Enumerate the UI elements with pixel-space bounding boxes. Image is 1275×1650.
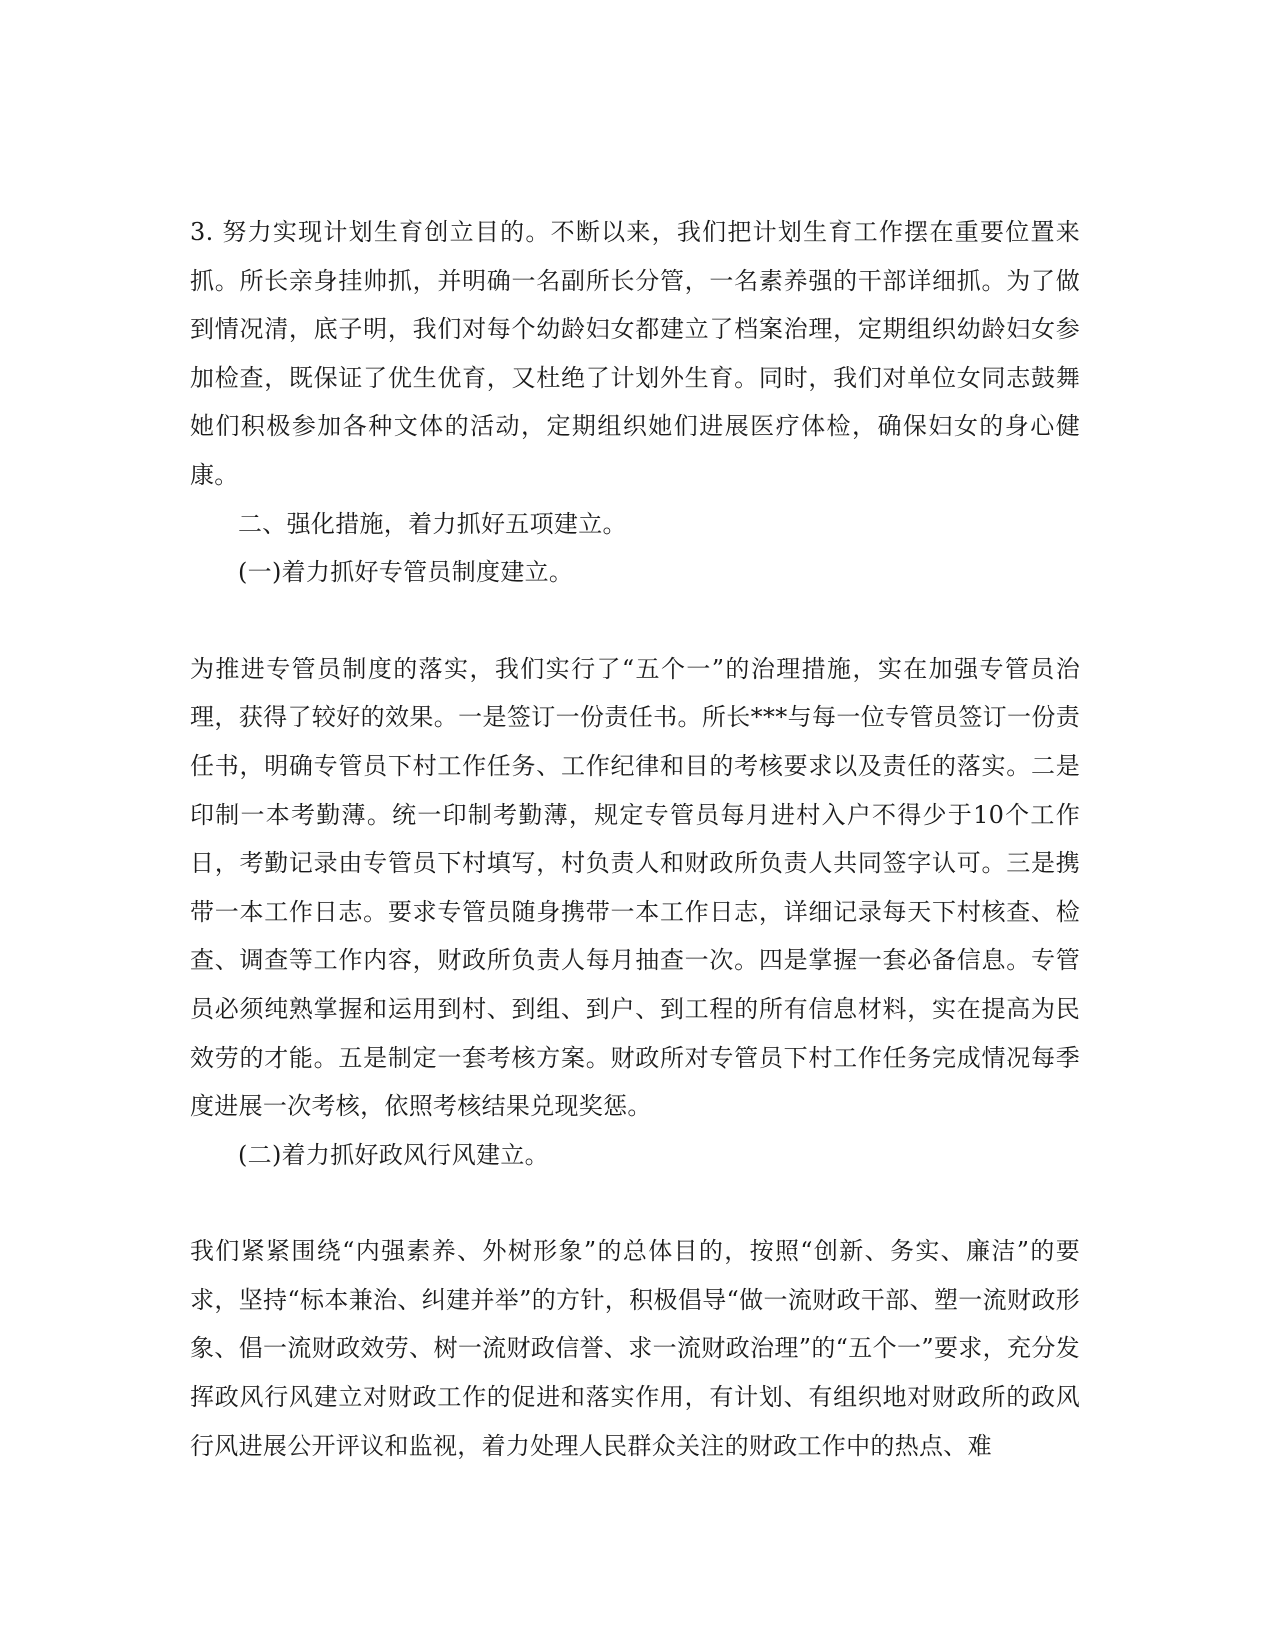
paragraph-work-style: 我们紧紧围绕“内强素养、外树形象”的总体目的，按照“创新、务实、廉洁”的要求，坚持“标本兼治、纠建并举”的方针，积极倡导“做一流财政干部、塑一流财政形象、倡一流财政效劳、树一流财政信誉、求一流财政治理”的“五个一”要求，充分发挥政风行风建立对财政工作的促进和落实作用，有计划、有组织地对财政所的政风行风进展公开评议和监视，着力处理人民群众关注的财政工作中的热点、难 xyxy=(190,1237,1080,1460)
paragraph-five-ones: 为推进专管员制度的落实，我们实行了“五个一”的治理措施，实在加强专管员治理，获得了较好的效果。一是签订一份责任书。所长***与每一位专管员签订一份责任书，明确专管员下村工作任务、工作纪律和目的考核要求以及责任的落实。二是印制一本考勤薄。统一印制考勤薄，规定专管员每月进村入户不得少于10个工作日，考勤记录由专管员下村填写，村负责人和财政所负责人共同签字认可。三是携带一本工作日志。要求专管员随身携带一本工作日志，详细记录每天下村核查、检查、调查等工作内容，财政所负责人每月抽查一次。四是掌握一套必备信息。专管员必须纯熟掌握和运用到村、到组、到户、到工程的所有信息材料，实在提高为民效劳的才能。五是制定一套考核方案。财政所对专管员下村工作任务完成情况每季度进展一次考核，依照考核结果兑现奖惩。 xyxy=(190,654,1080,1121)
document-page xyxy=(190,208,1080,1470)
subsection-heading-one: (一)着力抓好专管员制度建立。 xyxy=(238,558,574,587)
section-heading-two: 二、强化措施，着力抓好五项建立。 xyxy=(238,509,627,538)
paragraph-family-planning: 3. 努力实现计划生育创立目的。不断以来，我们把计划生育工作摆在重要位置来抓。所长亲身挂帅抓，并明确一名副所长分管，一名素养强的干部详细抓。为了做到情况清，底子明，我们对每个幼龄妇女都建立了档案治理，定期组织幼龄妇女参加检查，既保证了优生优育，又杜绝了计划外生育。同时，我们对单位女同志鼓舞她们积极参加各种文体的活动，定期组织她们进展医疗体检，确保妇女的身心健康。 xyxy=(190,218,1080,489)
subsection-heading-two: (二)着力抓好政风行风建立。 xyxy=(238,1140,549,1169)
